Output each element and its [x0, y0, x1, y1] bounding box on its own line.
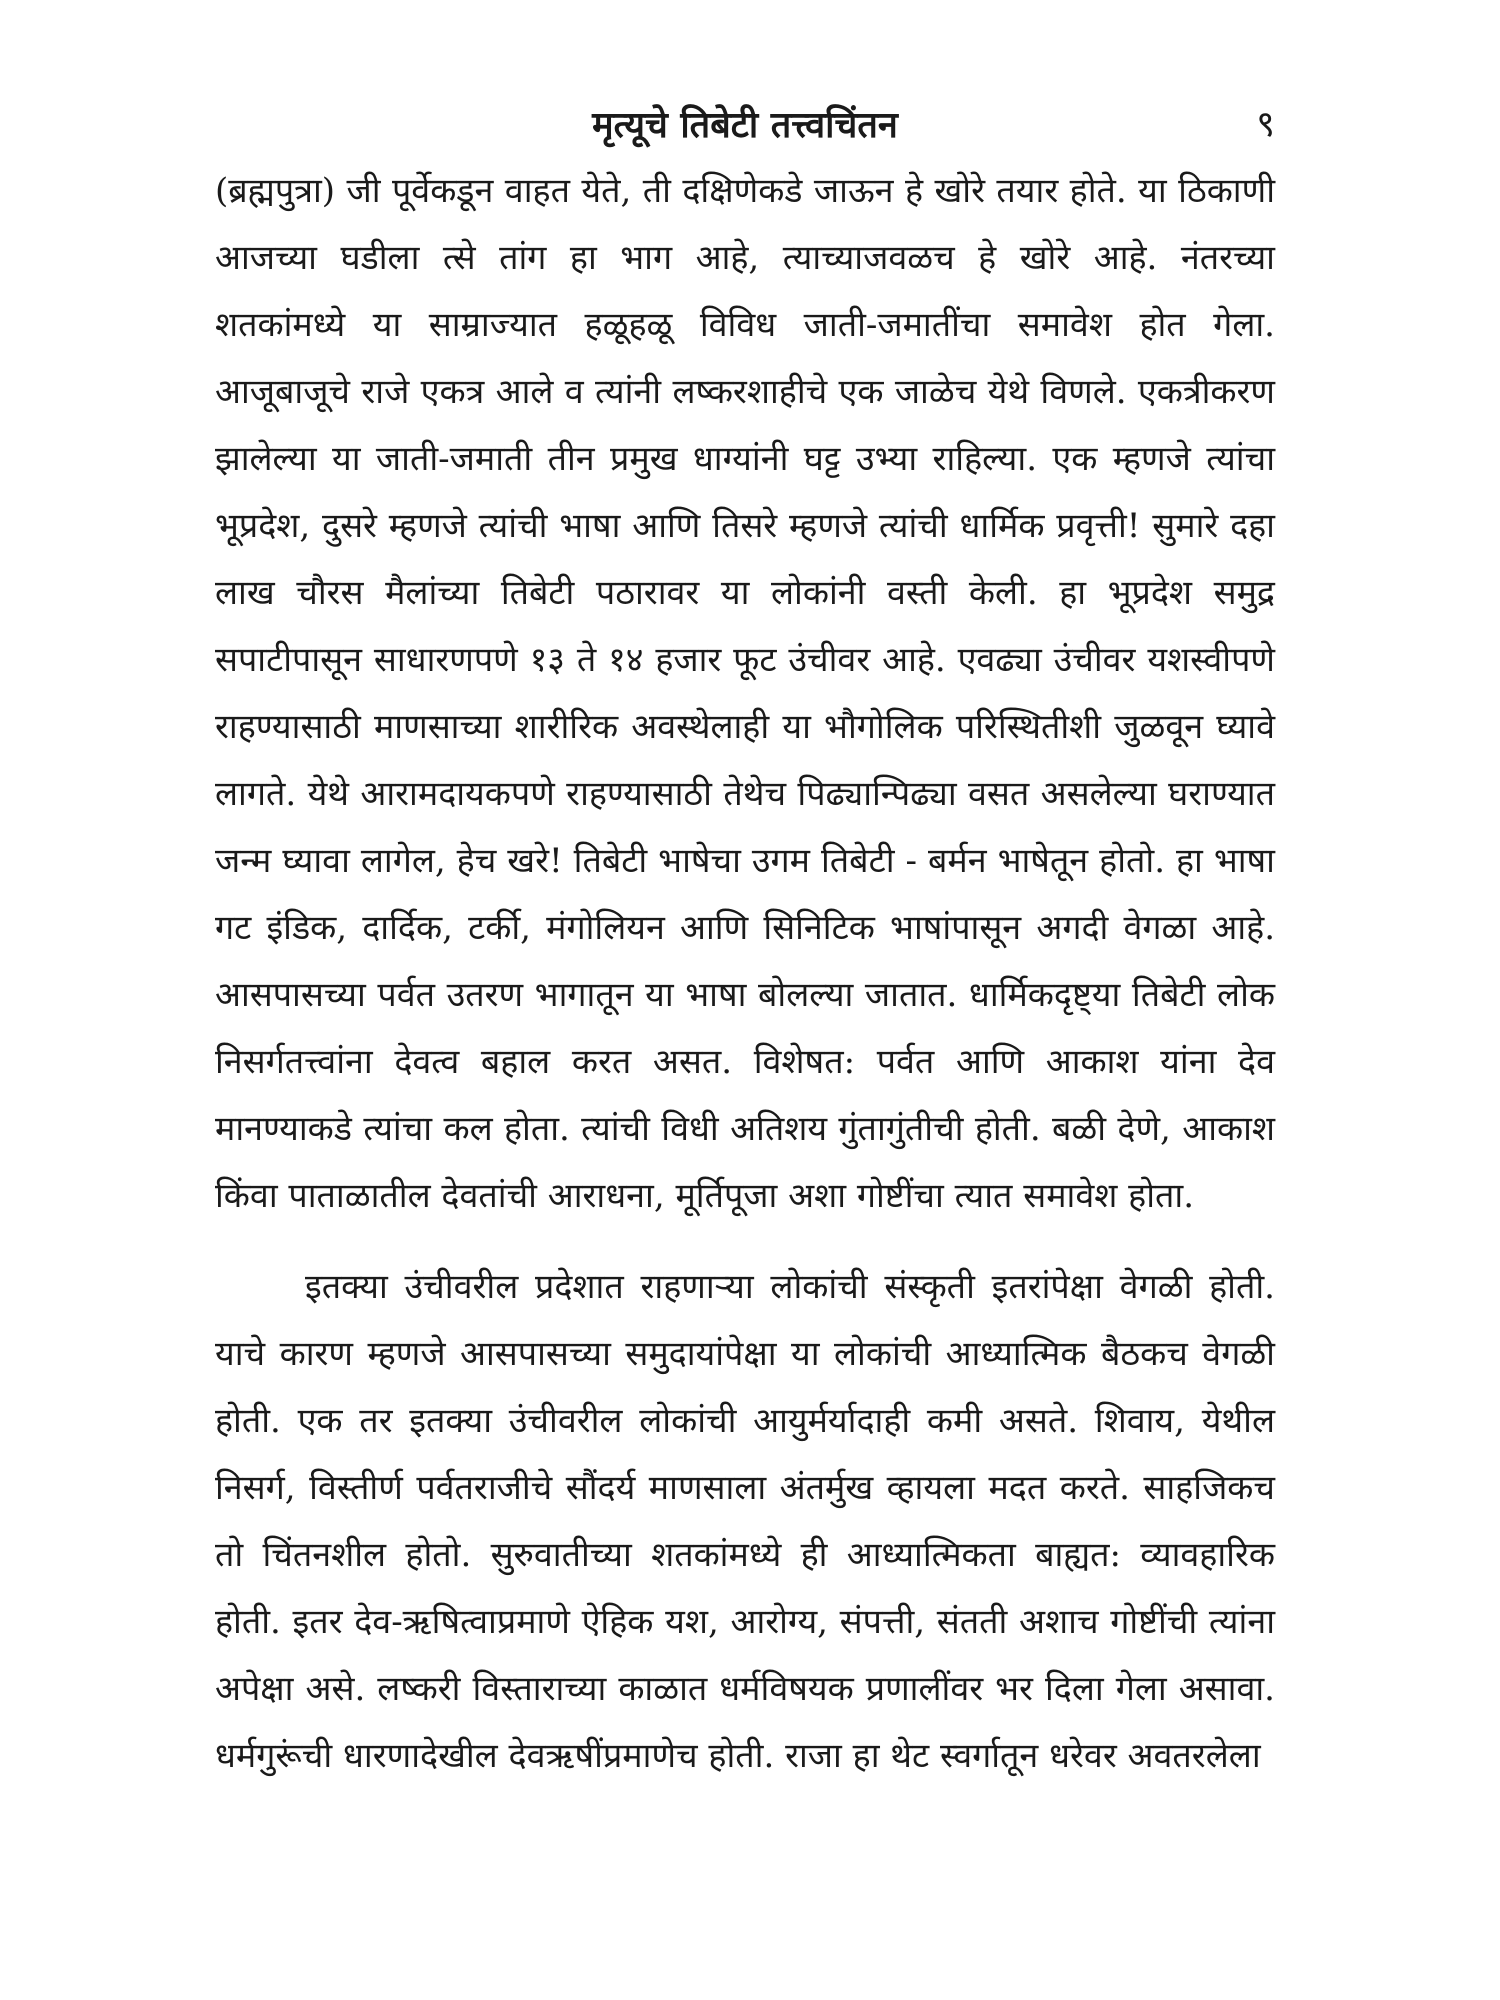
paragraph-1: (ब्रह्मपुत्रा) जी पूर्वेकडून वाहत येते, ती दक्षिणेकडे जाऊन हे खोरे तयार होते. या ठिकाणी आजच्या घडीला त्से तांग हा भाग आहे, त्याच्याजवळच हे खोरे आहे. नंतरच्या शतकांमध्ये या साम्राज्यात हळूहळू विविध जाती-जमातींचा समावेश होत गेला. आजूबाजूचे राजे एकत्र आले व त्यांनी लष्करशाहीचे एक जाळेच येथे विणले. एकत्रीकरण झालेल्या या जाती-जमाती तीन प्रमुख धाग्यांनी घट्ट उभ्या राहिल्या. एक म्हणजे त्यांचा भूप्रदेश, दुसरे म्हणजे त्यांची भाषा आणि तिसरे म्हणजे त्यांची धार्मिक प्रवृत्ती! सुमारे दहा लाख चौरस मैलांच्या तिबेटी पठारावर या लोकांनी वस्ती केली. हा भूप्रदेश समुद्र सपाटीपासून साधारणपणे १३ ते १४ हजार फूट उंचीवर आहे. एवढ्या उंचीवर यशस्वीपणे राहण्यासाठी माणसाच्या शारीरिक अवस्थेलाही या भौगोलिक परिस्थितीशी जुळवून घ्यावे लागते. येथे आरामदायकपणे राहण्यासाठी तेथेच पिढ्यान्पिढ्या वसत असलेल्या घराण्यात जन्म घ्यावा लागेल, हेच खरे! तिबेटी भाषेचा उगम तिबेटी - बर्मन भाषेतून होतो. हा भाषा गट इंडिक, दार्दिक, टर्की, मंगोलियन आणि सिनिटिक भाषांपासून अगदी वेगळा आहे. आसपासच्या पर्वत उतरण भागातून या भाषा बोलल्या जातात. धार्मिकदृष्ट्या तिबेटी लोक निसर्गतत्त्वांना देवत्व बहाल करत असत. विशेषत: पर्वत आणि आकाश यांना देव मानण्याकडे त्यांचा कल होता. त्यांची विधी अतिशय गुंतागुंतीची होती. बळी देणे, आकाश किंवा पाताळातील देवतांची आराधना, मूर्तिपूजा अशा गोष्टींचा त्यात समावेश होता.	[215, 171, 1275, 1216]
page-number: ९	[1256, 104, 1275, 145]
chapter-title: मृत्यूचे तिबेटी तत्त्वचिंतन	[592, 104, 898, 146]
running-header	[215, 95, 1275, 155]
body-text	[215, 158, 1275, 1790]
paragraph-2: इतक्या उंचीवरील प्रदेशात राहणाऱ्या लोकांची संस्कृती इतरांपेक्षा वेगळी होती. याचे कारण म्हणजे आसपासच्या समुदायांपेक्षा या लोकांची आध्यात्मिक बैठकच वेगळी होती. एक तर इतक्या उंचीवरील लोकांची आयुर्मर्यादाही कमी असते. शिवाय, येथील निसर्ग, विस्तीर्ण पर्वतराजीचे सौंदर्य माणसाला अंतर्मुख व्हायला मदत करते. साहजिकच तो चिंतनशील होतो. सुरुवातीच्या शतकांमध्ये ही आध्यात्मिकता बाह्यत: व्यावहारिक होती. इतर देव-ऋषित्वाप्रमाणे ऐहिक यश, आरोग्य, संपत्ती, संतती अशाच गोष्टींची त्यांना अपेक्षा असे. लष्करी विस्ताराच्या काळात धर्मविषयक प्रणालींवर भर दिला गेला असावा. धर्मगुरूंची धारणादेखील देवऋषींप्रमाणेच होती. राजा हा थेट स्वर्गातून धरेवर अवतरलेला	[215, 1267, 1275, 1776]
